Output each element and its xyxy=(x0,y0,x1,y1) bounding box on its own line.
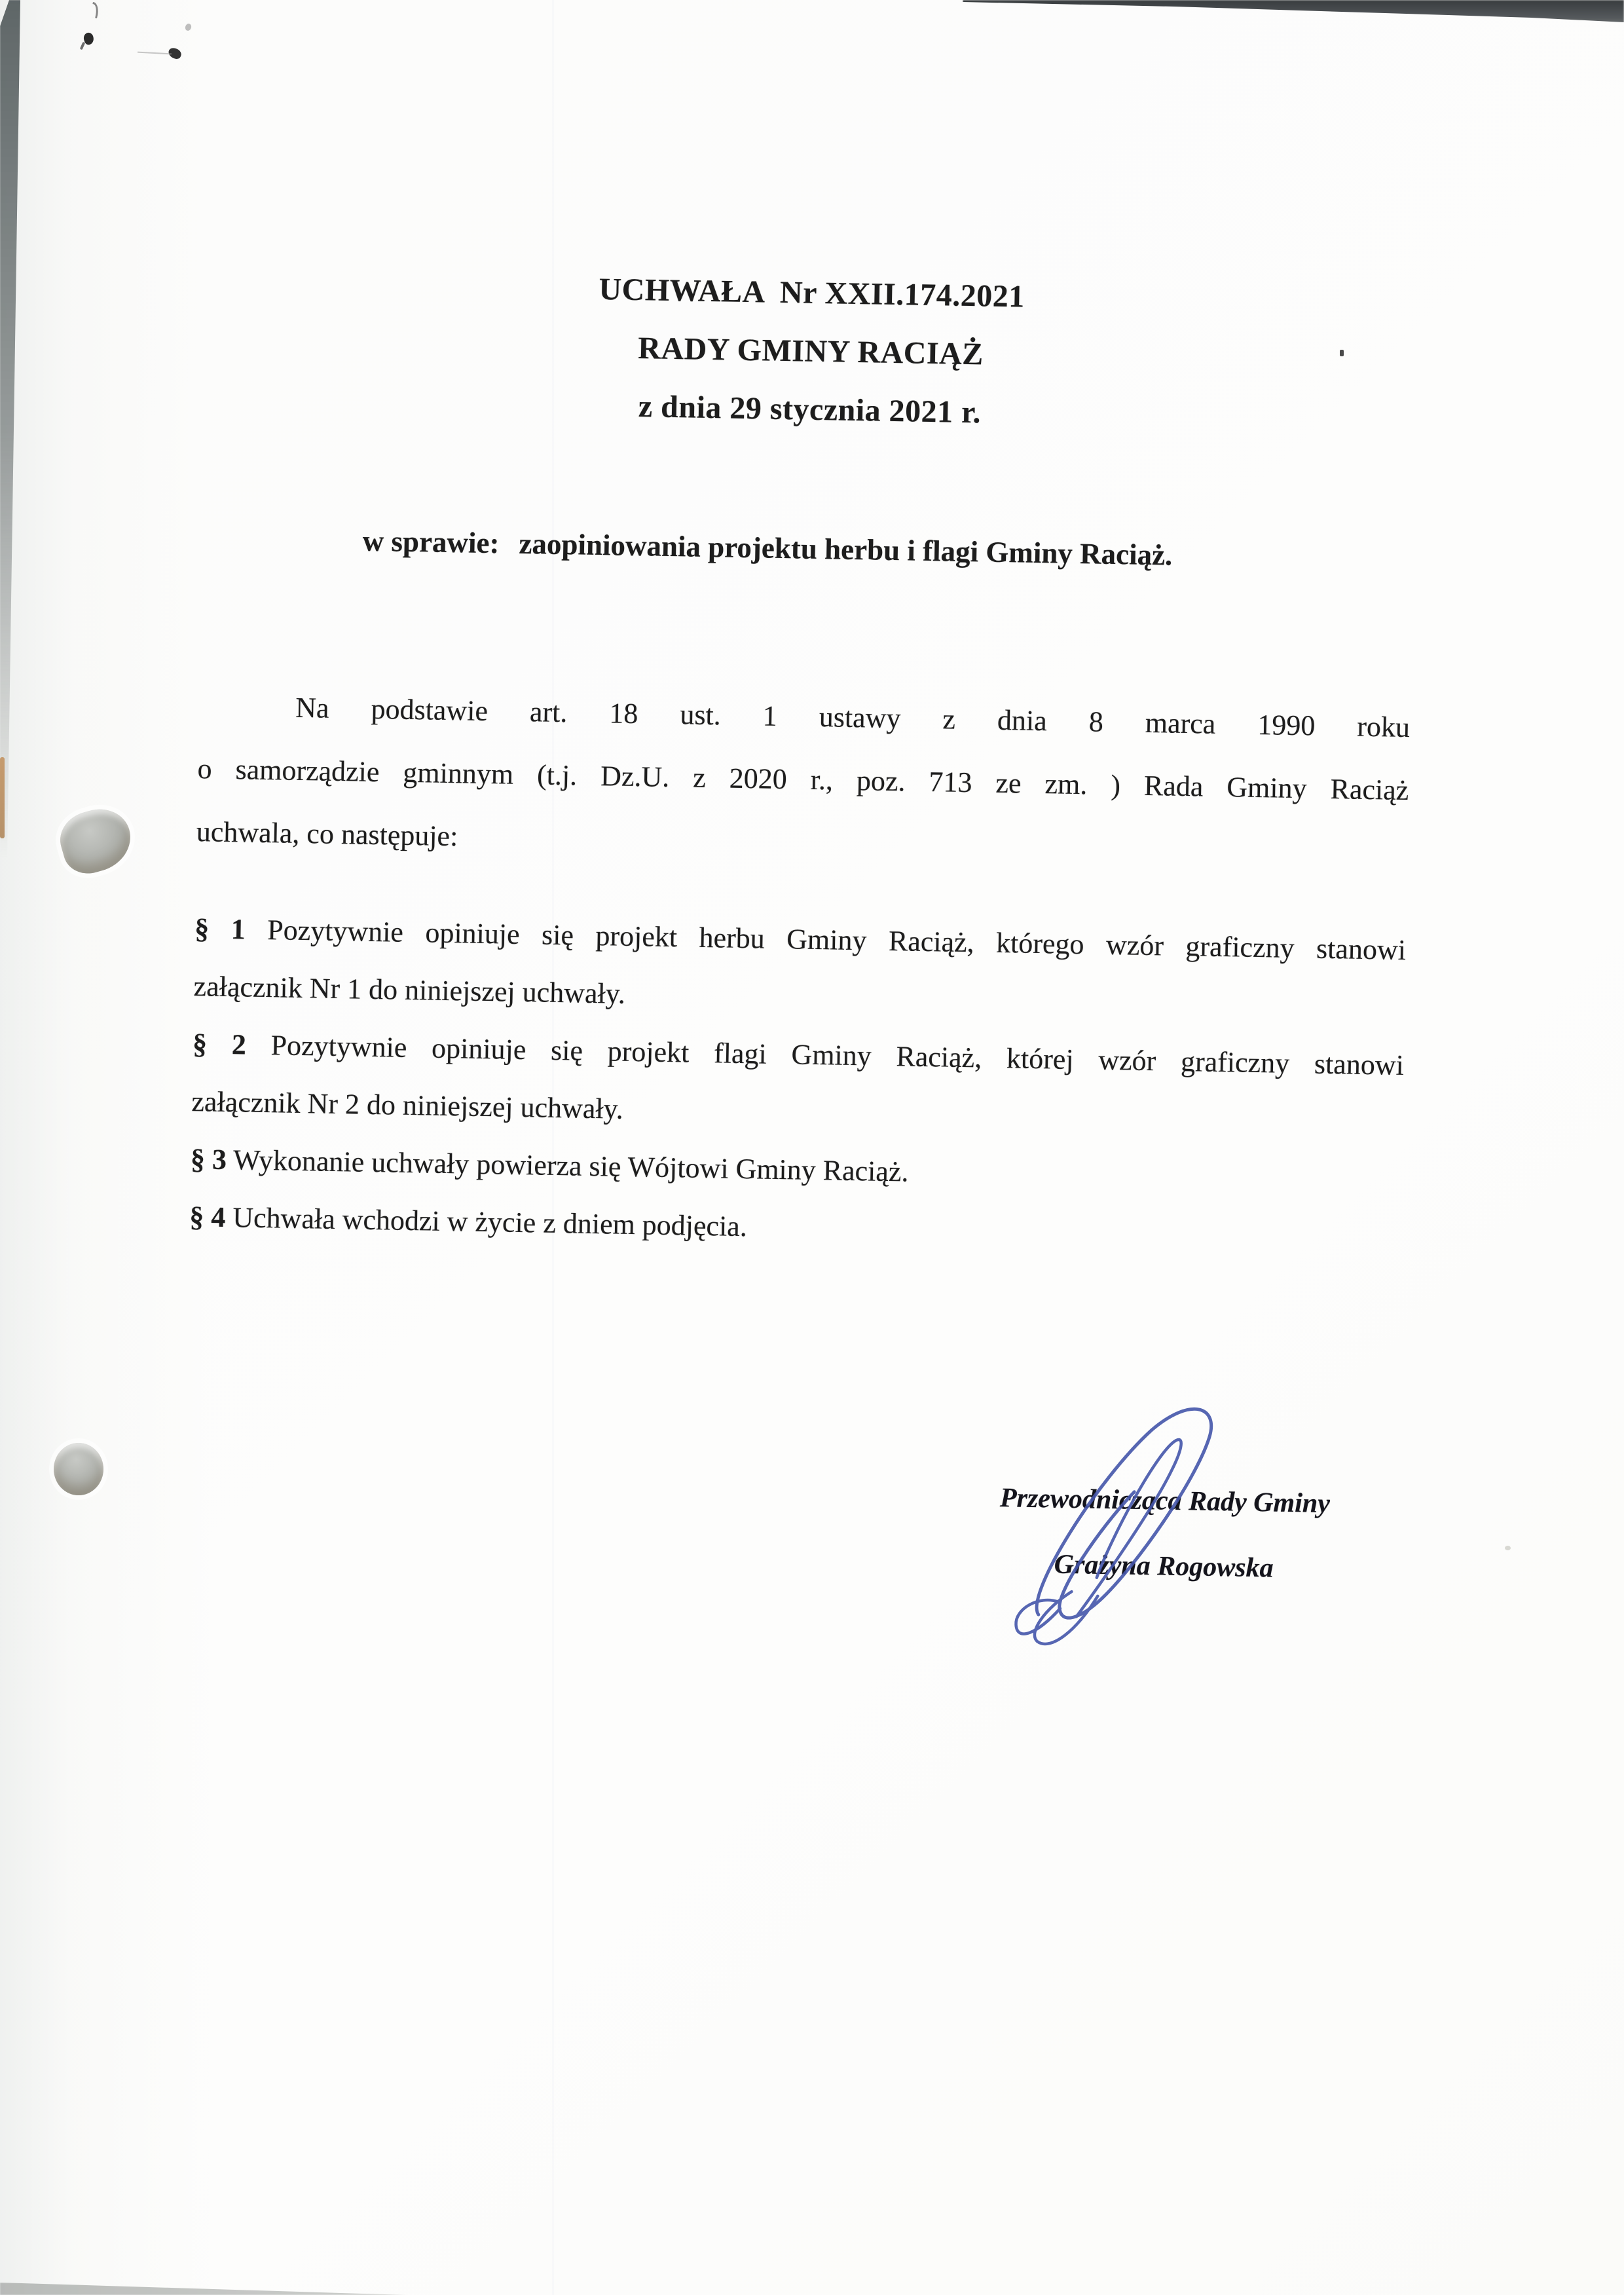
section-2-text: Pozytywnie opiniuje się projekt flagi Gminy Raciąż, której wzór graficzny stanowi xyxy=(246,1028,1405,1082)
section-3-number: § 3 xyxy=(190,1143,227,1176)
section-1-number: § 1 xyxy=(194,912,246,946)
title-line-2: RADY GMINY RACIĄŻ xyxy=(637,331,984,372)
subject-line xyxy=(201,521,1413,576)
subject-label: w sprawie: xyxy=(362,524,500,560)
section-1-line-2: załącznik Nr 1 do niniejszej uchwały. xyxy=(193,970,626,1010)
section-4-number: § 4 xyxy=(189,1201,226,1234)
signature-scrawl xyxy=(997,1398,1238,1657)
preamble-line-2: o samorządzie gminnym (t.j. Dz.U. z 2020 r., poz. 713 ze zm. ) Rada Gminy Raciąż xyxy=(197,753,1409,807)
section-2-number: § 2 xyxy=(192,1028,247,1061)
preamble-paragraph xyxy=(196,675,1411,885)
title-line-1: UCHWAŁA Nr XXII.174.2021 xyxy=(599,271,1025,314)
section-2-line-2: załącznik Nr 2 do niniejszej uchwały. xyxy=(191,1085,624,1125)
preamble-line-1: Na podstawie art. 18 ust. 1 ustawy z dnia 8 marca 1990 roku xyxy=(295,691,1411,744)
section-1-text: Pozytywnie opiniuje się projekt herbu Gminy Raciąż, którego wzór graficzny stanowi xyxy=(245,913,1407,967)
resolution-sections xyxy=(189,900,1407,1267)
subject-text: zaopiniowania projektu herbu i flagi Gminy Raciąż. xyxy=(519,527,1173,572)
signature-name: Grażyna Rogowska xyxy=(1054,1549,1274,1584)
section-3-text: Wykonanie uchwały powierza się Wójtowi Gminy Raciąż. xyxy=(226,1144,909,1188)
document-title xyxy=(204,253,1418,449)
signature-role: Przewodnicząca Rady Gminy xyxy=(999,1483,1331,1520)
title-line-3: z dnia 29 stycznia 2021 r. xyxy=(638,389,982,430)
section-4-text: Uchwała wchodzi w życie z dniem podjęcia. xyxy=(225,1201,748,1243)
preamble-line-3: uchwala, co następuje: xyxy=(196,815,458,853)
